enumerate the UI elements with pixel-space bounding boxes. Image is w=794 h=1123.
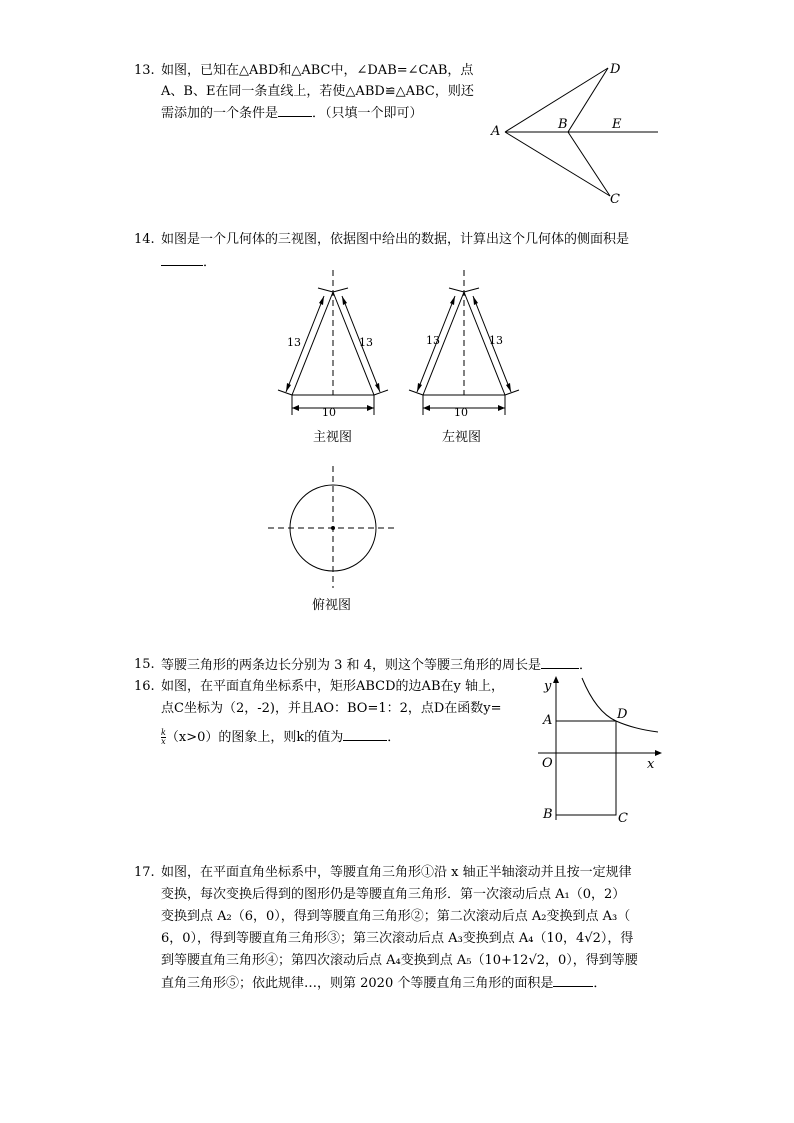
question-text: 等腰三角形的两条边长分别为 3 和 4，则这个等腰三角形的周长是 — [161, 658, 541, 673]
y-axis-arrow — [553, 676, 559, 683]
extension-line — [333, 288, 348, 292]
question-16 — [134, 676, 534, 752]
extension-line — [505, 390, 519, 395]
extension-line — [318, 288, 333, 292]
segment-BC — [568, 132, 610, 196]
point-label-E: E — [612, 117, 622, 132]
top-view-figure — [264, 462, 404, 592]
dimension-label: 10 — [322, 406, 336, 419]
point-label-D: D — [617, 707, 628, 722]
point-label-B: B — [543, 807, 553, 822]
question-text-line-3: 变换到点 A₂（6，0），得到等腰直角三角形②；第二次滚动后点 A₂变换到点 A₃（ — [161, 909, 631, 924]
question-text-line-5: 到等腰直角三角形④；第四次滚动后点 A₄变换到点 A₅（10+12√2，0），得到等腰 — [161, 953, 638, 968]
question-text-line-4: 6，0），得到等腰直角三角形③；第三次滚动后点 A₃变换到点 A₄（10，4√2），得 — [161, 931, 634, 946]
x-axis-arrow — [655, 750, 662, 756]
answer-blank[interactable] — [343, 726, 387, 741]
question-14 — [134, 229, 674, 273]
question-text: 直角三角形⑤；依此规律…，则第 2020 个等腰直角三角形的面积是 — [161, 976, 554, 991]
question-number: 17. — [134, 865, 155, 880]
question-text: ． — [387, 730, 401, 745]
question-number: 14. — [134, 232, 155, 247]
question-text: 需添加的一个条件是 — [161, 106, 279, 121]
question-text-line-2: 变换，每次变换后得到的图形仍是等腰直角三角形．第一次滚动后点 A₁（0，2） — [161, 887, 626, 902]
arrowhead — [286, 383, 291, 392]
question-text-line-1: 如图，已知在△ABD和△ABC中，∠DAB=∠CAB，点 — [161, 63, 474, 78]
center-point — [331, 526, 335, 530]
point-label-C: C — [610, 192, 620, 207]
extension-line — [409, 390, 423, 395]
fraction-numerator: k — [161, 728, 166, 737]
question-text-line-2: A、B、E在同一条直线上，若使△ABD≌△ABC，则还 — [161, 84, 474, 99]
point-label-D: D — [610, 62, 621, 77]
question-text-line-3 — [161, 726, 400, 749]
segment-AC — [505, 132, 610, 196]
question-text-line-2 — [161, 251, 216, 274]
caption-front-view: 主视图 — [313, 430, 353, 445]
arrowhead — [292, 405, 299, 411]
question-text: （x>0）的图象上，则k的值为 — [165, 730, 344, 745]
arrowhead — [319, 296, 324, 305]
question-text-line-2: 点C坐标为（2，-2)，并且AO：BO=1：2，点D在函数y= — [161, 701, 502, 716]
point-label-B: B — [558, 117, 568, 132]
dimension-label: 13 — [287, 336, 301, 349]
question-text: ．（只填一个即可） — [312, 106, 423, 121]
arrowhead — [417, 383, 422, 392]
extension-line — [449, 288, 464, 292]
arrowhead — [498, 405, 505, 411]
axis-label-x: x — [647, 757, 655, 772]
answer-blank[interactable] — [541, 654, 579, 669]
question-text-line-6 — [161, 972, 606, 995]
question-text-line-3 — [161, 102, 423, 125]
point-label-A: A — [543, 713, 553, 728]
question-text-line-1: 如图，在平面直角坐标系中，矩形ABCD的边AB在y 轴上， — [161, 679, 504, 694]
dimension-label: 13 — [359, 336, 373, 349]
question-text-line-1: 如图，在平面直角坐标系中，等腰直角三角形①沿 x 轴正半轴滚动并且按一定规律 — [161, 865, 632, 880]
extension-line — [464, 288, 479, 292]
triangle-figure-q13 — [488, 60, 668, 210]
answer-blank[interactable] — [553, 972, 593, 987]
extension-line — [278, 390, 292, 395]
arrowhead — [473, 296, 478, 305]
question-number: 16. — [134, 679, 155, 694]
arrowhead — [367, 405, 374, 411]
question-text: ． — [203, 255, 217, 270]
axis-label-y: y — [544, 679, 552, 694]
rectangle-ABCD — [556, 721, 616, 815]
arrowhead — [342, 296, 347, 305]
point-label-C: C — [618, 811, 628, 826]
segment-BD — [568, 68, 608, 132]
front-view-figure — [268, 270, 398, 420]
arrowhead — [423, 405, 430, 411]
question-text: ． — [578, 658, 592, 673]
dimension-label: 13 — [426, 334, 440, 347]
point-label-A: A — [491, 124, 501, 139]
answer-blank[interactable] — [161, 251, 203, 266]
segment-AD — [505, 68, 608, 132]
caption-top-view: 俯视图 — [312, 598, 352, 613]
question-number: 13. — [134, 63, 155, 78]
answer-blank[interactable] — [278, 102, 312, 117]
fraction-denominator: x — [161, 737, 166, 746]
question-17 — [134, 862, 674, 994]
question-number: 15. — [134, 657, 155, 672]
hyperbola-curve — [582, 678, 658, 732]
dimension-label: 10 — [454, 406, 468, 419]
question-13 — [134, 60, 494, 130]
caption-left-view: 左视图 — [442, 430, 482, 445]
coordinate-figure-q16 — [534, 672, 662, 832]
question-text: ． — [593, 976, 607, 991]
arrowhead — [375, 383, 380, 392]
left-view-figure — [398, 270, 528, 420]
arrowhead — [506, 383, 511, 392]
origin-label-O: O — [542, 756, 553, 771]
arrowhead — [450, 296, 455, 305]
question-text-line-1 — [161, 654, 592, 677]
dimension-label: 13 — [489, 334, 503, 347]
question-text-line-1: 如图是一个几何体的三视图，依据图中给出的数据，计算出这个几何体的侧面积是 — [161, 232, 630, 247]
extension-line — [374, 390, 388, 395]
